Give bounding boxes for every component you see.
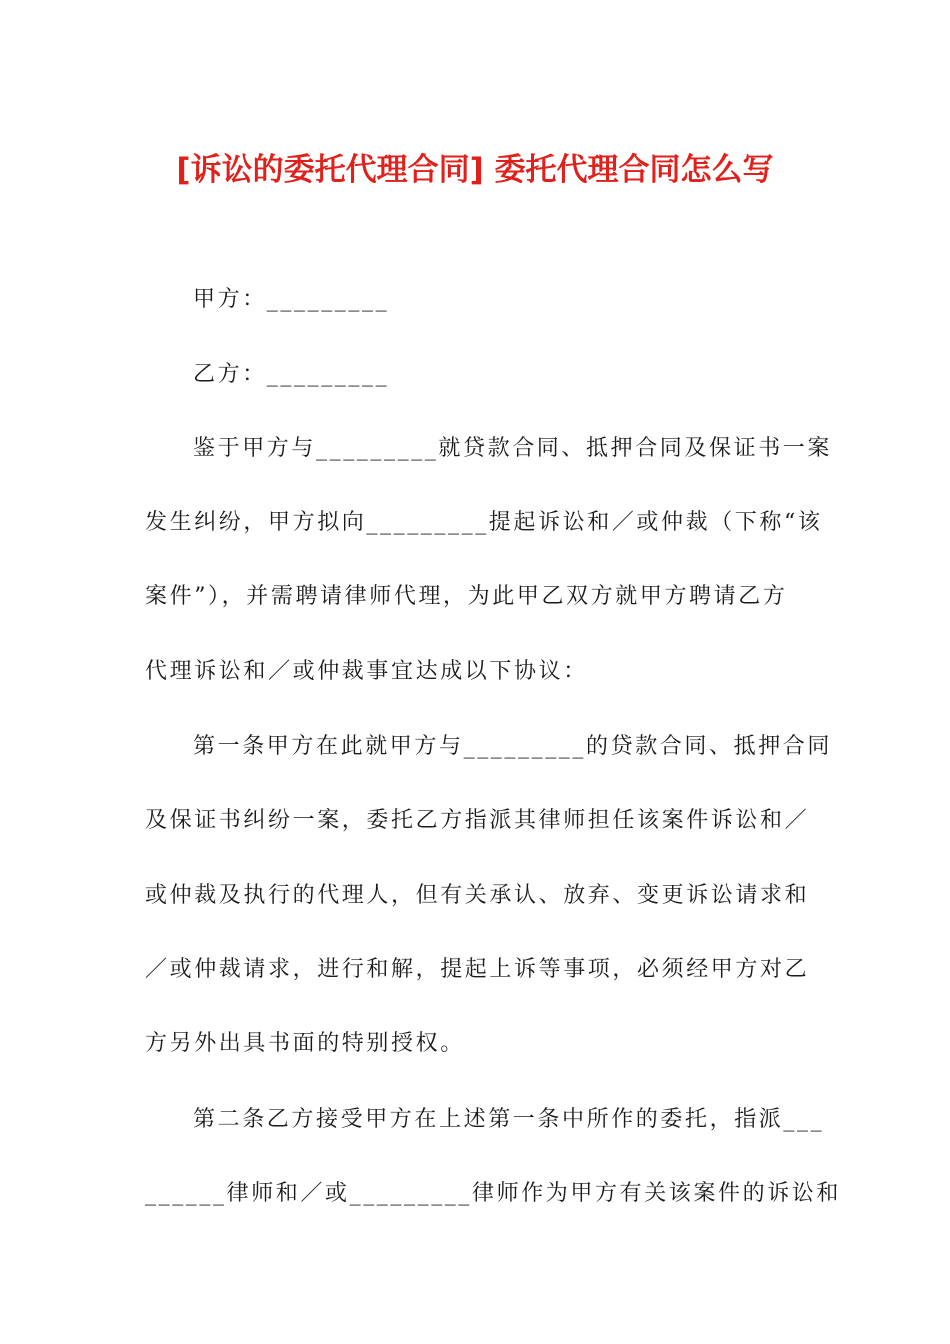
article-2-line-1: 第二条乙方接受甲方在上述第一条中所作的委托，指派___ [193,1107,825,1132]
preamble-line-1: 鉴于甲方与_________就贷款合同、抵押合同及保证书一案 [193,436,833,461]
article-1-line-2: 及保证书纠纷一案，委托乙方指派其律师担任该案件诉讼和／ [145,808,810,833]
party-a-line: 甲方：_________ [193,287,390,312]
document-title: [诉讼的委托代理合同] 委托代理合同怎么写 [176,152,774,188]
article-1-line-4: ／或仲裁请求，进行和解，提起上诉等事项，必须经甲方对乙 [145,957,810,982]
preamble-line-3: 案件”），并需聘请律师代理，为此甲乙双方就甲方聘请乙方 [145,584,788,609]
article-1-line-1: 第一条甲方在此就甲方与_________的贷款合同、抵押合同 [193,734,833,759]
article-1-line-5: 方另外出具书面的特别授权。 [145,1031,465,1056]
preamble-line-4: 代理诉讼和／或仲裁事宜达成以下协议： [145,659,588,684]
article-1-line-3: 或仲裁及执行的代理人，但有关承认、放弃、变更诉讼请求和 [145,883,810,908]
preamble-line-2: 发生纠纷，甲方拟向_________提起诉讼和／或仲裁（下称“该 [145,510,823,535]
party-b-line: 乙方：_________ [193,362,390,387]
article-2-line-2: ______律师和／或_________律师作为甲方有关该案件的诉讼和 [145,1181,842,1206]
